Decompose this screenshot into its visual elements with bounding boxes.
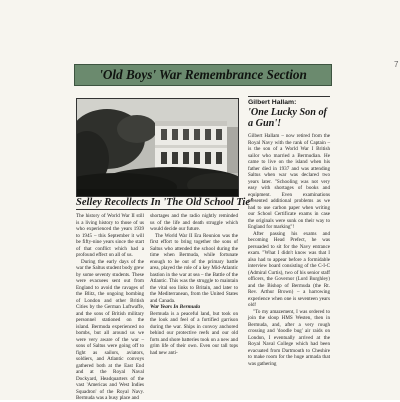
headline-rule (76, 209, 239, 210)
article-subhead: War Years In Bermuda (150, 304, 200, 310)
section-title: 'Old Boys' War Remembrance Section (99, 67, 307, 82)
sidebar-author: Gilbert Hallam: (248, 99, 297, 106)
sidebar-rule (248, 96, 330, 97)
page-number: 7 (394, 60, 399, 69)
section-banner (74, 64, 332, 86)
sidebar-body (248, 133, 330, 367)
photo-illustration (77, 99, 238, 196)
paragraph: Bermuda is a peaceful land, but took on the look and feel of a fortified garrison during the war. Ships in convoy anchored behind our protective reefs and our old forts and shore batteries took on a new and grim life of their own. Even our tall tops had new anti- (150, 310, 238, 356)
article-column-1 (76, 213, 144, 402)
sidebar-headline: 'One Lucky Son of a Gun'! (248, 107, 327, 129)
paragraph: During the early days of the war the Saltus student body grew by some seventy students. These were evacuees sent out from England to avoid the ravages of the Blitz, the ongoing bombing of London and other British Cities by the German Luftwaffe, and the sons of British military personnel stationed on the island. Bermuda experienced no bombs, but all around us we were very aware of the war – sons of Saltus were going off to fight as sailors, aviators, soldiers, and Atlantic convoys gathered both at the East End and at the Royal Naval Dockyard, Headquarters of the vast 'Americas and West Indies Squadron' of the Royal Navy. Bermuda was a busy place and (76, 258, 144, 401)
article-column-2 (150, 213, 238, 356)
paragraph: Gilbert Hallam – now retired from the Royal Navy with the rank of Captain – is the son of a World War I British sailor who married a Bermudian. He came to live on the island when his father died in 1937 and was attending Saltus when war was declared two years later. "Schooling was not very easy with shortages of books and equipment. Even examinations presented additional problems as we had to use carbon paper when writing our School Certificate exams in case the originals were sunk on their way to England for marking"! (248, 133, 330, 230)
sidebar-article (248, 96, 330, 367)
paragraph: shortages and the radio nightly reminded us of the life and death struggle which would decide our future. (150, 213, 238, 232)
paragraph: The history of World War II still is a living history to those of us who experienced the years 1939 to 1945 – this September it will be fifty-nine years since the start of that conflict which had a profound effect on all of us. (76, 213, 144, 258)
paragraph: The World War II Era Reunion was the first effort to bring together the sons of Saltus who attended the school during the time when Bermuda, while fortunate enough to be out of the primary battle area, played the role of a key Mid-Atlantic bastion in the war at sea – the Battle of the Atlantic. This was the struggle to maintain the vital sea links to Britain, and later to the Mediterranean, from the United States and Canada. (150, 232, 238, 304)
main-headline: Selley Recollects In 'The Old School Tie' (76, 197, 253, 208)
paragraph: "To my amazement, I was ordered to join the sloop HMS Westen, then in Bermuda, and, after a very rough crossing and 'doodle bug' air raids on London, I eventually arrived at the Royal Naval College which had been evacuated from Dartmouth to Cheshire to make room for the huge armada that was gathering (248, 308, 330, 367)
school-building-photo (76, 98, 239, 197)
paragraph: After passing his exams and becoming Head Prefect, he was persuaded to sit for the Navy entrance exam. "What I didn't know was that I also had to appear before a formidable interview board consisting of the C-I-C (Admiral Curtis), two of his senior staff officers, the Governor (Lord Burghley) and the Bishop of Bermuda (the Rt. Rev. Arthur Brown) – a harrowing experience when one is seventeen years old! (248, 230, 330, 308)
